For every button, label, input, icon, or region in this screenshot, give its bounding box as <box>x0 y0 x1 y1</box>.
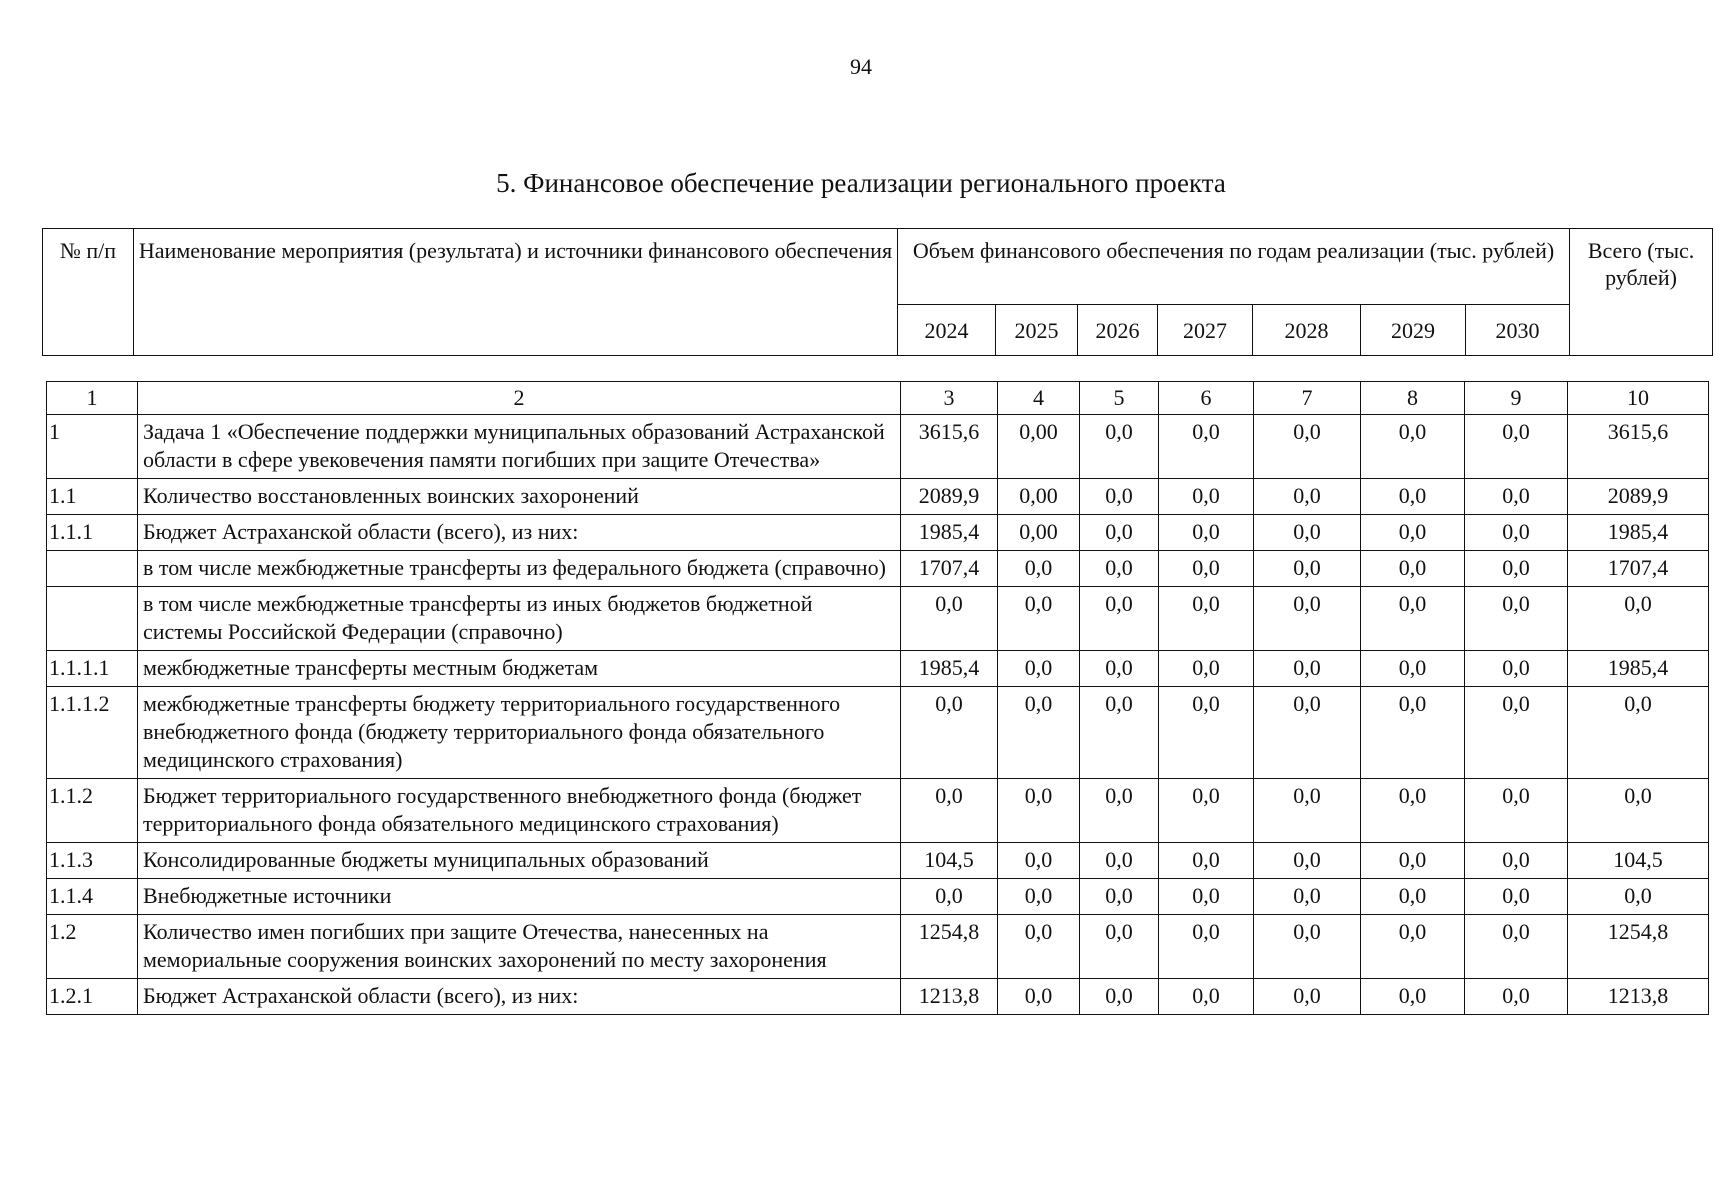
year-value: 0,0 <box>901 587 998 651</box>
year-value: 0,0 <box>1080 979 1159 1015</box>
year-value: 0,0 <box>1254 515 1361 551</box>
year-value: 1707,4 <box>901 551 998 587</box>
year-value: 0,0 <box>1465 551 1568 587</box>
year-value: 0,0 <box>1080 479 1159 515</box>
header-year: 2026 <box>1078 305 1158 356</box>
year-value: 0,0 <box>998 915 1080 979</box>
year-value: 0,0 <box>1361 479 1465 515</box>
year-value: 0,0 <box>1361 551 1465 587</box>
row-index: 1.1.1.2 <box>47 687 138 779</box>
row-name: Задача 1 «Обеспечение поддержки муниципальных образований Астраханской области в сфере увековечения памяти погибших при защите Отечества» <box>138 415 901 479</box>
column-number: 6 <box>1159 382 1254 415</box>
year-value: 0,0 <box>1080 915 1159 979</box>
header-year: 2027 <box>1158 305 1253 356</box>
year-value: 0,0 <box>998 587 1080 651</box>
table-body <box>47 382 1709 1015</box>
year-value: 0,0 <box>1361 843 1465 879</box>
row-name: Количество восстановленных воинских захоронений <box>138 479 901 515</box>
year-value: 0,0 <box>1159 915 1254 979</box>
year-value: 0,0 <box>1159 879 1254 915</box>
column-number: 5 <box>1080 382 1159 415</box>
table-row <box>47 651 1709 687</box>
year-value: 0,0 <box>1361 879 1465 915</box>
year-value: 1985,4 <box>901 515 998 551</box>
year-value: 0,0 <box>901 879 998 915</box>
year-value: 0,0 <box>1254 651 1361 687</box>
row-name: межбюджетные трансферты местным бюджетам <box>138 651 901 687</box>
year-value: 0,0 <box>1361 687 1465 779</box>
row-index: 1.1.1 <box>47 515 138 551</box>
year-value: 0,0 <box>901 687 998 779</box>
year-value: 0,0 <box>998 687 1080 779</box>
row-index: 1.1.2 <box>47 779 138 843</box>
table-row <box>47 415 1709 479</box>
year-value: 0,0 <box>1465 915 1568 979</box>
row-name: Бюджет Астраханской области (всего), из них: <box>138 979 901 1015</box>
row-name: Количество имен погибших при защите Отечества, нанесенных на мемориальные сооружения воинских захоронений по месту захоронения <box>138 915 901 979</box>
column-number: 7 <box>1254 382 1361 415</box>
year-value: 0,0 <box>1254 415 1361 479</box>
table-row <box>47 687 1709 779</box>
column-number: 2 <box>138 382 901 415</box>
year-value: 0,0 <box>1465 779 1568 843</box>
table-row <box>47 515 1709 551</box>
year-value: 0,0 <box>1254 587 1361 651</box>
year-value: 0,0 <box>1361 979 1465 1015</box>
year-value: 0,0 <box>1465 843 1568 879</box>
year-value: 0,0 <box>1159 515 1254 551</box>
year-value: 2089,9 <box>901 479 998 515</box>
row-index: 1.2.1 <box>47 979 138 1015</box>
row-index: 1.2 <box>47 915 138 979</box>
row-index: 1.1.1.1 <box>47 651 138 687</box>
year-value: 0,0 <box>1159 551 1254 587</box>
header-total: Всего (тыс. рублей) <box>1570 229 1713 356</box>
row-index: 1 <box>47 415 138 479</box>
year-value: 0,0 <box>1159 587 1254 651</box>
header-year: 2030 <box>1466 305 1570 356</box>
row-total: 1254,8 <box>1568 915 1709 979</box>
year-value: 0,0 <box>1080 779 1159 843</box>
year-value: 0,00 <box>998 479 1080 515</box>
year-value: 0,0 <box>998 879 1080 915</box>
year-value: 0,00 <box>998 515 1080 551</box>
table-row <box>47 979 1709 1015</box>
column-number: 1 <box>47 382 138 415</box>
year-value: 0,0 <box>1080 843 1159 879</box>
year-value: 0,0 <box>1465 415 1568 479</box>
column-number: 10 <box>1568 382 1709 415</box>
row-total: 0,0 <box>1568 779 1709 843</box>
year-value: 0,0 <box>1465 687 1568 779</box>
row-index <box>47 551 138 587</box>
year-value: 0,0 <box>1254 479 1361 515</box>
row-total: 0,0 <box>1568 879 1709 915</box>
year-value: 0,0 <box>901 779 998 843</box>
table-row <box>47 587 1709 651</box>
year-value: 0,00 <box>998 415 1080 479</box>
row-total: 1707,4 <box>1568 551 1709 587</box>
year-value: 1254,8 <box>901 915 998 979</box>
year-value: 0,0 <box>1361 915 1465 979</box>
year-value: 0,0 <box>1159 479 1254 515</box>
header-year: 2029 <box>1361 305 1466 356</box>
year-value: 0,0 <box>1159 415 1254 479</box>
year-value: 0,0 <box>1361 651 1465 687</box>
year-value: 0,0 <box>1080 651 1159 687</box>
year-value: 0,0 <box>1080 551 1159 587</box>
row-index <box>47 587 138 651</box>
year-value: 0,0 <box>1465 979 1568 1015</box>
year-value: 0,0 <box>998 979 1080 1015</box>
column-numbers-row <box>47 382 1709 415</box>
year-value: 1985,4 <box>901 651 998 687</box>
row-total: 3615,6 <box>1568 415 1709 479</box>
year-value: 0,0 <box>1254 843 1361 879</box>
year-value: 0,0 <box>1159 651 1254 687</box>
row-total: 1213,8 <box>1568 979 1709 1015</box>
year-value: 0,0 <box>1361 587 1465 651</box>
row-name: Консолидированные бюджеты муниципальных образований <box>138 843 901 879</box>
header-year: 2024 <box>898 305 996 356</box>
year-value: 0,0 <box>1361 515 1465 551</box>
column-number: 9 <box>1465 382 1568 415</box>
row-total: 1985,4 <box>1568 651 1709 687</box>
column-number: 8 <box>1361 382 1465 415</box>
row-name: Бюджет Астраханской области (всего), из них: <box>138 515 901 551</box>
row-index: 1.1.3 <box>47 843 138 879</box>
year-value: 0,0 <box>998 779 1080 843</box>
table-row <box>47 879 1709 915</box>
year-value: 0,0 <box>1080 587 1159 651</box>
table-header <box>42 228 1713 356</box>
year-value: 0,0 <box>998 843 1080 879</box>
table-row <box>47 915 1709 979</box>
row-total: 104,5 <box>1568 843 1709 879</box>
year-value: 0,0 <box>1465 587 1568 651</box>
header-volume: Объем финансового обеспечения по годам реализации (тыс. рублей) <box>898 229 1570 305</box>
year-value: 0,0 <box>1254 879 1361 915</box>
year-value: 0,0 <box>1254 979 1361 1015</box>
year-value: 1213,8 <box>901 979 998 1015</box>
year-value: 0,0 <box>998 551 1080 587</box>
section-title: 5. Финансовое обеспечение реализации регионального проекта <box>496 168 1226 198</box>
year-value: 0,0 <box>1465 479 1568 515</box>
row-name: в том числе межбюджетные трансферты из иных бюджетов бюджетной системы Российской Федерации (справочно) <box>138 587 901 651</box>
header-year: 2028 <box>1253 305 1361 356</box>
table-row <box>47 551 1709 587</box>
year-value: 0,0 <box>1254 551 1361 587</box>
year-value: 0,0 <box>998 651 1080 687</box>
row-index: 1.1 <box>47 479 138 515</box>
header-name: Наименование мероприятия (результата) и источники финансового обеспечения <box>134 229 898 356</box>
row-total: 0,0 <box>1568 687 1709 779</box>
finance-table <box>46 381 1709 1015</box>
year-value: 0,0 <box>1361 415 1465 479</box>
table-row <box>47 779 1709 843</box>
year-value: 0,0 <box>1080 515 1159 551</box>
year-value: 0,0 <box>1159 843 1254 879</box>
table-row <box>47 843 1709 879</box>
header-year: 2025 <box>996 305 1078 356</box>
year-value: 0,0 <box>1080 415 1159 479</box>
column-number: 4 <box>998 382 1080 415</box>
row-name: в том числе межбюджетные трансферты из федерального бюджета (справочно) <box>138 551 901 587</box>
year-value: 0,0 <box>1080 687 1159 779</box>
year-value: 0,0 <box>1159 687 1254 779</box>
year-value: 104,5 <box>901 843 998 879</box>
page-number: 94 <box>850 54 872 79</box>
year-value: 0,0 <box>1080 879 1159 915</box>
year-value: 0,0 <box>1159 779 1254 843</box>
year-value: 0,0 <box>1254 687 1361 779</box>
table-row <box>47 479 1709 515</box>
year-value: 0,0 <box>1465 515 1568 551</box>
year-value: 0,0 <box>1254 915 1361 979</box>
row-name: Внебюджетные источники <box>138 879 901 915</box>
row-total: 0,0 <box>1568 587 1709 651</box>
year-value: 3615,6 <box>901 415 998 479</box>
year-value: 0,0 <box>1254 779 1361 843</box>
row-total: 2089,9 <box>1568 479 1709 515</box>
row-total: 1985,4 <box>1568 515 1709 551</box>
row-name: Бюджет территориального государственного внебюджетного фонда (бюджет территориального фонда обязательного медицинского страхования) <box>138 779 901 843</box>
header-number: № п/п <box>43 229 134 356</box>
year-value: 0,0 <box>1361 779 1465 843</box>
column-number: 3 <box>901 382 998 415</box>
year-value: 0,0 <box>1159 979 1254 1015</box>
row-name: межбюджетные трансферты бюджету территориального государственного внебюджетного фонда (бюджету территориального фонда обязательного медицинского страхования) <box>138 687 901 779</box>
year-value: 0,0 <box>1465 879 1568 915</box>
row-index: 1.1.4 <box>47 879 138 915</box>
year-value: 0,0 <box>1465 651 1568 687</box>
